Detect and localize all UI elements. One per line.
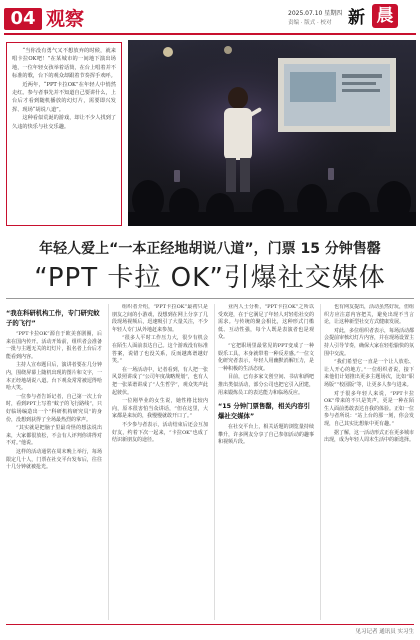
article-paragraph: 主持人宣布题目后，演讲者要在几分钟内，围绕屏幕上随机出现的图片和文字，一本正经地胡说八道。台下观众常常被逗得哈哈大笑。 — [6, 362, 102, 392]
article-paragraph: “其实就是把脑子里最奇怪的想法说出来，大家都很放松，不会有人评判你讲得对不对。”他说。 — [6, 425, 102, 447]
event-photo — [128, 40, 416, 226]
article-column-3 — [218, 304, 314, 620]
article-paragraph: “我们希望它一直是一个让人放松、让人开心的地方。”一位组织者说，接下来他们计划推出更多主题场次，比如“职场版”“校园版”等，让更多人参与进来。 — [324, 359, 414, 388]
column-divider — [214, 304, 215, 620]
section-number: 04 — [10, 8, 36, 29]
article-paragraph: 业内人士分析，“PPT卡拉OK”之所以受欢迎，在于它满足了年轻人对轻松社交的需求。与传统的聚会相比，这种形式门槛低、互动性强，每个人既是表演者也是观众。 — [218, 304, 314, 341]
article-paragraph: “很多人平时工作压力大，很少有机会在陌生人面前表达自己。这个游戏没有标准答案，说错了也没关系，反而越离谱越好笑。” — [112, 335, 208, 365]
article-paragraph: 对此，多位组织者表示，每场活动都会提前审核幻灯片内容，并在现场设置主持人引导节奏，确保大家在轻松愉快的氛围中交流。 — [324, 327, 414, 357]
lead-paragraph: “当你没有勇气又不想放弃的时候，就来唱卡拉OK吧！”在某城市的一间地下演出场地，一位年轻女孩举着话筒，在台上唱着并不标准的歌，台下的观众却跟着节奏挥手欢呼。 — [12, 48, 116, 80]
article-paragraph: 组织者介绍，“PPT卡拉OK”最初只是朋友之间的小游戏，没想到在网上分享了几段现场视频后，迅速吸引了大量关注，不少年轻人专门从外地赶来参加。 — [112, 304, 208, 333]
headline-main: “PPT 卡拉 OK”引爆社交媒体 — [34, 263, 386, 293]
article-column-4 — [324, 304, 414, 620]
article-paragraph: 不少参与者表示，活动结束后还会互加好友，约着下次一起来，“卡拉OK”也成了结识新朋友的途径。 — [112, 421, 208, 444]
article-paragraph: 在一场活动中，记者看到，有人把一张风景照讲成了“公司年度战略规划”，也有人把一张菜谱讲成了“人生哲学”，观众笑声此起彼伏。 — [112, 366, 208, 396]
masthead — [0, 0, 420, 36]
event-photo-illustration — [128, 40, 416, 226]
footer-credits: 见习记者 通讯员 实习生 — [355, 629, 414, 635]
article-paragraph: 也有网友提出，活动虽然好玩，但组织方应注意内容把关，避免出现不当言论，让这种新型社交方式健康发展。 — [324, 304, 414, 326]
subheading: “15 分钟门票售罄，相关内容引爆社交媒体” — [218, 402, 311, 421]
headline-kicker: 年轻人爱上“一本正经地胡说八道”，门票 15 分钟售罄 — [39, 241, 381, 257]
article-paragraph: 一位参与者告诉记者，自己第一次上台时，看到PPT上写着“蚊子的飞行路线”，只好临场编造出一个“科研机构研究员”的身份，没想到获得了全场最热烈的掌声。 — [6, 393, 102, 423]
column-divider — [320, 304, 321, 620]
article-paragraph: “PPT卡拉OK”源自于欧美喜剧圈，后来在国内传开。活动开始前，组织者会准备一批与主题无关的幻灯片，报名者上台后才能看到内容。 — [6, 331, 102, 360]
lead-box — [6, 42, 122, 226]
footer-rule — [6, 624, 414, 625]
article-column-2 — [112, 304, 208, 620]
section-name: 观察 — [46, 8, 85, 30]
article-paragraph: 在社交平台上，相关话题的浏览量持续攀升，许多网友分享了自己参加活动的趣事和视频片段。 — [218, 424, 314, 446]
article-paragraph: 目前，已有多家文创空间、书店和酒吧推出类似活动，部分公司也把它引入团建，用来锻炼员工的表达能力和临场反应。 — [218, 374, 314, 396]
article-paragraph: 一位刚毕业的女生说，她性格比较内向，原本很害怕当众讲话，“但在这里，大家都是来玩的，我慢慢就敢开口了。” — [112, 398, 208, 420]
subheading: “我在科研机构工作，专门研究蚊子的飞行” — [6, 309, 100, 327]
column-divider — [108, 304, 109, 620]
lead-paragraph: 近两年，“PPT卡拉OK”在年轻人中悄然走红。参与者事先并不知道自己要讲什么，上台后才看到随机播放的幻灯片，需要即兴发挥、现场“胡说八道”。 — [12, 81, 116, 113]
headline-rule — [6, 298, 414, 299]
article-paragraph: “它把职场里最常见的PPT变成了一种娱乐工具，本身就带着一种反差感。”一位文化研究者表示，年轻人用幽默消解压力，是一种积极的生活态度。 — [218, 342, 314, 372]
issue-sub: 责编 · 版式 · 校对 — [288, 20, 332, 26]
article-paragraph: 对于很多年轻人来说，“PPT卡拉OK”带来的不只是笑声，更是一种在陌生人面前勇敢表达自我的体验。正如一位参与者所说：“站上台的那一刻，你会发现，自己其实比想象中更有趣。” — [324, 390, 414, 427]
lead-paragraph: 这种看似荒诞的游戏，却让不少人找到了久违的快乐与社交乐趣。 — [12, 115, 116, 130]
section-rule — [4, 33, 416, 35]
logo-char: 晨 — [376, 6, 394, 26]
article-paragraph: 这样的活动通常在周末晚上举行，每场限定几十人，门票在社交平台发布后，往往十几分钟就被抢光。 — [6, 448, 102, 471]
issue-date: 2025.07.10 星期四 — [288, 10, 343, 17]
logo-text: 新 — [348, 8, 366, 28]
article-column-1 — [6, 304, 102, 620]
article-paragraph: 据了解，这一活动形式正在更多城市出现，成为年轻人周末生活中的新选择。 — [324, 429, 414, 444]
